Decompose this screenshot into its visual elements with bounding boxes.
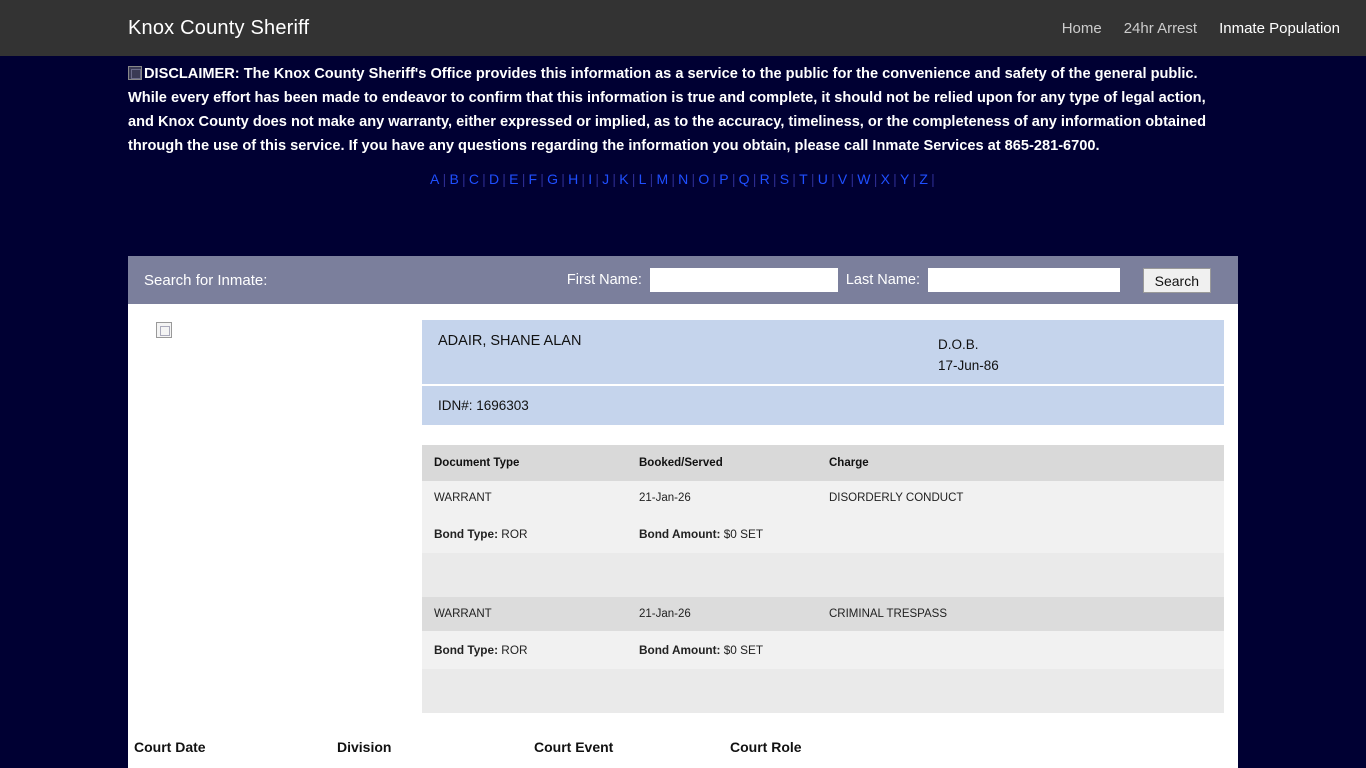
- last-name-label: Last Name:: [845, 272, 920, 288]
- alpha-sep: |: [631, 171, 636, 187]
- alpha-link-e[interactable]: E: [509, 171, 519, 187]
- alpha-link-v[interactable]: V: [837, 171, 848, 187]
- alpha-link-a[interactable]: A: [430, 171, 440, 187]
- bond-amount-label: Bond Amount:: [639, 643, 721, 657]
- header-document-type: Document Type: [434, 457, 520, 469]
- alpha-sep: |: [561, 171, 566, 187]
- header-court-event: Court Event: [534, 739, 614, 755]
- header-division: Division: [337, 739, 392, 755]
- table-row: [422, 481, 1224, 515]
- alpha-sep: |: [482, 171, 486, 187]
- alpha-sep: |: [595, 171, 600, 187]
- charges-table-header: [422, 445, 1224, 481]
- inmate-photo-broken-image-icon: [156, 322, 172, 338]
- row-charge: DISORDERLY CONDUCT: [829, 492, 964, 504]
- alpha-sep: |: [772, 171, 777, 187]
- row-bond-blank: [829, 643, 1224, 657]
- site-brand[interactable]: Knox County Sheriff: [128, 16, 310, 39]
- bond-type-label: Bond Type:: [434, 527, 499, 541]
- row-charge: CRIMINAL TRESPASS: [829, 608, 948, 620]
- alpha-sep: |: [461, 171, 466, 187]
- broken-image-icon: [128, 66, 142, 80]
- inmate-record: [128, 304, 1238, 713]
- alpha-link-x[interactable]: X: [880, 171, 891, 187]
- bond-amount-label: Bond Amount:: [639, 527, 721, 541]
- alpha-link-r[interactable]: R: [759, 171, 770, 187]
- alpha-link-h[interactable]: H: [568, 171, 579, 187]
- bond-amount-value: $0 SET: [723, 527, 764, 541]
- first-name-label: First Name:: [566, 272, 642, 288]
- alpha-sep: |: [691, 171, 696, 187]
- disclaimer-section: [0, 56, 1366, 158]
- dob-value: 17-Jun-86: [938, 358, 999, 373]
- alpha-link-p[interactable]: P: [719, 171, 729, 187]
- alpha-sep: |: [731, 171, 736, 187]
- alpha-sep: |: [893, 171, 897, 187]
- alpha-sep: |: [521, 171, 526, 187]
- nav-link-home[interactable]: Home: [1061, 19, 1102, 37]
- alpha-sep: |: [649, 171, 654, 187]
- alpha-link-n[interactable]: N: [678, 171, 689, 187]
- inmate-detail-column: [422, 320, 1224, 713]
- row-booked-served: 21-Jan-26: [639, 608, 691, 620]
- table-row-bond: [422, 515, 1224, 553]
- row-bond-amount: [639, 643, 829, 657]
- alpha-link-m[interactable]: M: [656, 171, 669, 187]
- dob-label: D.O.B.: [938, 337, 979, 352]
- content-panel: [128, 256, 1238, 768]
- alpha-sep: |: [792, 171, 797, 187]
- disclaimer-body: The Knox County Sheriff's Office provides this information as a service to the public for the convenience and safety of the general public. While every effort has been made to endeavor to confirm that this information is true and complete, it should not be relied upon for any type of legal action, and Knox County does not make any warranty, either expressed or implied, as to the accuracy, timeliness, or the completeness of any information obtained through the use of this service. If you have any questions regarding the information you obtain, please call Inmate Services at 865-281-6700.: [128, 66, 1207, 154]
- inmate-photo-column: [142, 320, 422, 713]
- search-button[interactable]: Search: [1143, 268, 1211, 293]
- inmate-name-block: [422, 320, 1224, 384]
- nav-link-inmate-population[interactable]: Inmate Population: [1219, 19, 1340, 37]
- alpha-link-s[interactable]: S: [779, 171, 790, 187]
- alpha-sep: |: [540, 171, 545, 187]
- disclaimer-prefix: DISCLAIMER:: [144, 66, 240, 82]
- row-bond-amount: [639, 527, 829, 541]
- charges-table: [422, 445, 1224, 713]
- row-bond-type: [434, 643, 639, 657]
- top-navbar: [0, 0, 1366, 56]
- row-document-type: WARRANT: [434, 608, 492, 620]
- alpha-link-t[interactable]: T: [799, 171, 808, 187]
- alpha-sep: |: [442, 171, 447, 187]
- inmate-search-bar: [128, 256, 1238, 304]
- bond-type-label: Bond Type:: [434, 643, 499, 657]
- last-name-input[interactable]: [928, 268, 1120, 292]
- inmate-idn: IDN#: 1696303: [422, 384, 1224, 425]
- table-row: [422, 597, 1224, 631]
- alpha-sep: |: [752, 171, 757, 187]
- header-court-date: Court Date: [134, 739, 206, 755]
- inmate-name: ADAIR, SHANE ALAN: [438, 333, 582, 349]
- nav-link-24hr-arrest[interactable]: 24hr Arrest: [1123, 19, 1198, 37]
- header-court-role: Court Role: [730, 739, 802, 755]
- alpha-link-w[interactable]: W: [857, 171, 871, 187]
- alpha-sep: |: [831, 171, 835, 187]
- alpha-sep: |: [931, 171, 935, 187]
- bond-type-value: ROR: [501, 643, 528, 657]
- alpha-sep: |: [502, 171, 507, 187]
- bond-amount-value: $0 SET: [723, 643, 764, 657]
- alpha-link-u[interactable]: U: [817, 171, 829, 187]
- table-row-spacer: [422, 669, 1224, 713]
- alpha-link-o[interactable]: O: [698, 171, 710, 187]
- alpha-link-y[interactable]: Y: [899, 171, 910, 187]
- alpha-link-l[interactable]: L: [638, 171, 647, 187]
- disclaimer-text: [128, 62, 1230, 158]
- first-name-input[interactable]: [650, 268, 838, 292]
- alpha-link-g[interactable]: G: [547, 171, 559, 187]
- row-bond-blank: [829, 527, 1224, 541]
- court-table-header: [128, 713, 1238, 755]
- alpha-sep: |: [712, 171, 717, 187]
- header-booked-served: Booked/Served: [639, 457, 723, 469]
- alpha-link-z[interactable]: Z: [919, 171, 929, 187]
- inmate-dob-block: [938, 334, 999, 376]
- alpha-sep: |: [612, 171, 617, 187]
- alpha-link-b[interactable]: B: [449, 171, 459, 187]
- alpha-link-i[interactable]: I: [588, 171, 593, 187]
- header-charge: Charge: [829, 457, 869, 469]
- alpha-sep: |: [873, 171, 878, 187]
- alpha-sep: |: [810, 171, 815, 187]
- nav-links: [1062, 20, 1340, 37]
- row-bond-type: [434, 527, 639, 541]
- alpha-sep: |: [581, 171, 586, 187]
- alpha-link-j[interactable]: J: [602, 171, 610, 187]
- alpha-link-q[interactable]: Q: [738, 171, 750, 187]
- alpha-link-k[interactable]: K: [619, 171, 629, 187]
- table-row-bond: [422, 631, 1224, 669]
- row-booked-served: 21-Jan-26: [639, 492, 691, 504]
- alpha-link-c[interactable]: C: [468, 171, 480, 187]
- page-body: [0, 56, 1366, 768]
- alpha-sep: |: [850, 171, 855, 187]
- alpha-sep: |: [671, 171, 676, 187]
- alphabet-index: [0, 171, 1366, 187]
- bond-type-value: ROR: [501, 527, 528, 541]
- row-document-type: WARRANT: [434, 492, 492, 504]
- alpha-sep: |: [912, 171, 917, 187]
- table-row-spacer: [422, 553, 1224, 597]
- alpha-link-f[interactable]: F: [528, 171, 538, 187]
- search-bar-title: Search for Inmate:: [144, 271, 268, 289]
- search-fields: [567, 268, 1222, 292]
- alpha-link-d[interactable]: D: [488, 171, 500, 187]
